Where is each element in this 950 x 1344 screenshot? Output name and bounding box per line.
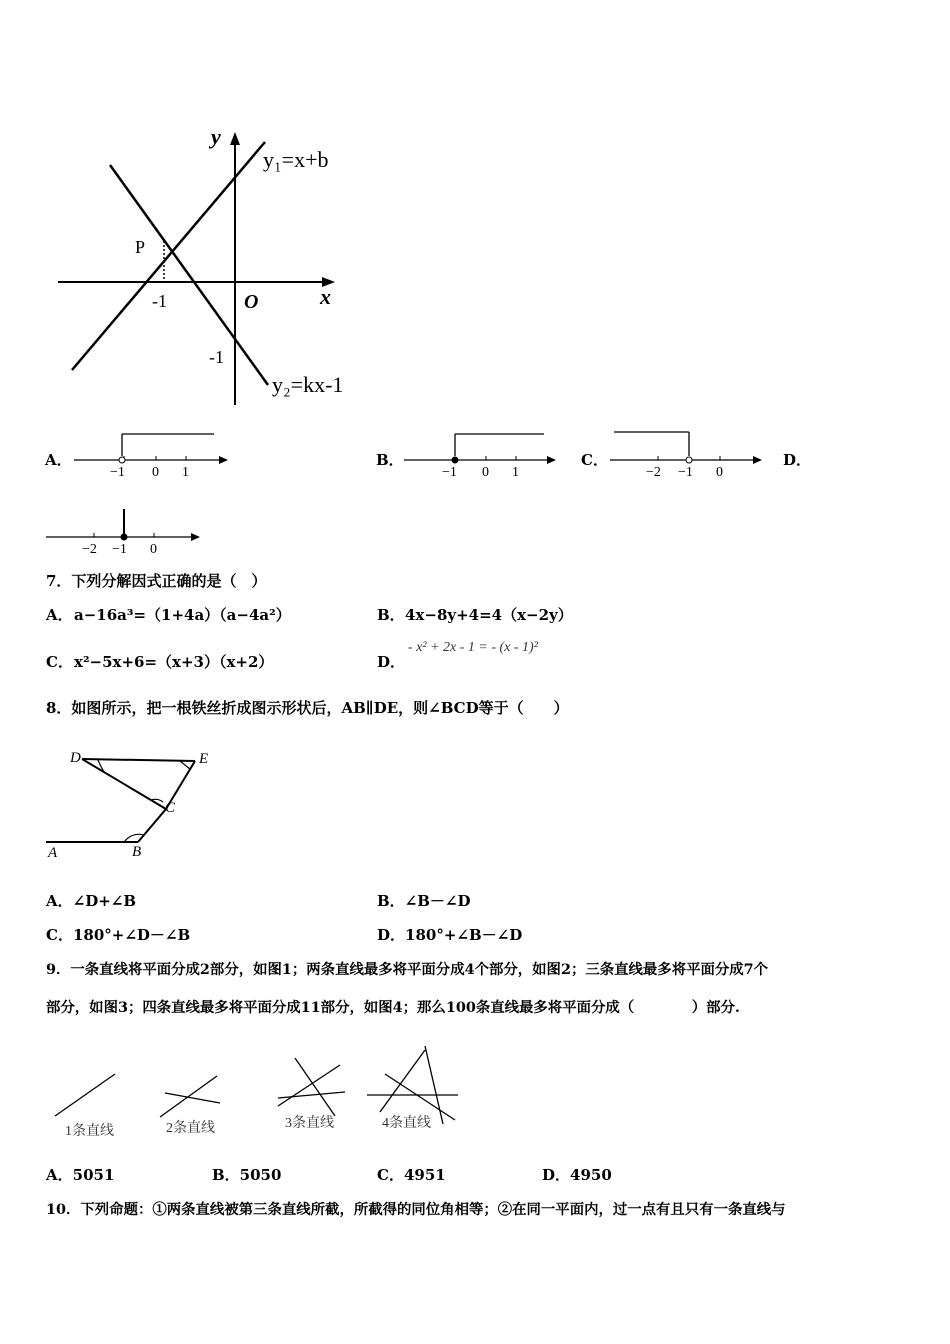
- line1-label: y₁=x+b: [263, 147, 329, 172]
- tick-label: −1: [110, 465, 125, 480]
- linear-functions-graph: [50, 120, 370, 415]
- point-b-label: B: [132, 844, 142, 860]
- y-axis-label: y: [211, 124, 221, 149]
- wire-figure: [40, 740, 230, 865]
- point-e-label: E: [199, 751, 209, 767]
- question-9-line-2: 部分，如图3；四条直线最多将平面分成11部分，如图4；那么100条直线最多将平面分成（ ）部分.: [46, 999, 740, 1016]
- point-a-label: A: [48, 845, 58, 861]
- question-8-stem: 8．如图所示，把一根铁丝折成图示形状后，AB∥DE，则∠BCD等于（ ）: [46, 699, 569, 717]
- tick-label: −1: [112, 542, 127, 557]
- question-10-stem: 10．下列命题：①两条直线被第三条直线所截，所截得的同位角相等；②在同一平面内，过一点有且只有一条直线与: [46, 1201, 786, 1218]
- question-9-line-1: 9．一条直线将平面分成2部分，如图1；两条直线最多将平面分成4个部分，如图2；三条直线最多将平面分成7个: [46, 961, 769, 978]
- line-y1: [72, 142, 265, 370]
- q9-option-a: A．5051: [46, 1166, 115, 1184]
- line2-label: y₂=kx-1: [272, 372, 344, 397]
- tick-label: 0: [150, 542, 157, 557]
- y-axis-arrow: [230, 132, 240, 145]
- point-p-label: P: [135, 237, 146, 257]
- q8-option-d: D．180°+∠B－∠D: [377, 926, 523, 944]
- lines-figures: [45, 1040, 475, 1145]
- number-line-a: [72, 428, 232, 480]
- q8-option-c: C．180°+∠D－∠B: [46, 926, 191, 944]
- point-d-label: D: [70, 750, 81, 766]
- caption-3: 3条直线: [285, 1116, 334, 1131]
- tick-label: 0: [482, 465, 489, 480]
- q7-option-b-label: B．: [377, 606, 405, 624]
- tick-label: −2: [646, 465, 661, 480]
- segment-cb: [138, 809, 166, 842]
- tick-label: −1: [442, 465, 457, 480]
- line-y2: [110, 165, 268, 385]
- y-tick-label: -1: [209, 347, 224, 367]
- q9-option-d: D．4950: [542, 1166, 612, 1184]
- option-a-label: A．: [45, 451, 72, 469]
- q7-option-d-label: D．: [377, 653, 406, 671]
- q7-option-a-text: a−16a³=（1+4a）（a−4a²）: [74, 606, 291, 624]
- number-line-c: [608, 428, 768, 480]
- number-line-b: [402, 428, 562, 480]
- tick-label: −1: [678, 465, 693, 480]
- x-axis-label: x: [320, 284, 331, 309]
- q7-option-b-text: 4x−8y+4=4（x−2y）: [405, 606, 573, 624]
- option-b-label: B．: [376, 451, 404, 469]
- q9-option-b: B．5050: [212, 1166, 282, 1184]
- caption-4: 4条直线: [382, 1116, 431, 1131]
- q7-option-d-text: - x² + 2x - 1 = - (x - 1)²: [408, 640, 538, 655]
- segment-de: [82, 759, 195, 761]
- number-line-d: [44, 506, 204, 558]
- tick-label: 1: [182, 465, 189, 480]
- option-c-label: C．: [581, 451, 608, 469]
- q8-option-a: A．∠D+∠B: [46, 892, 137, 910]
- x-tick-label: -1: [152, 291, 167, 311]
- caption-1: 1条直线: [65, 1124, 114, 1139]
- tick-label: 0: [152, 465, 159, 480]
- option-d-label: D．: [783, 451, 812, 469]
- q7-option-c-label: C．: [46, 653, 73, 671]
- q7-option-c-text: x²−5x+6=（x+3）（x+2）: [74, 653, 274, 671]
- tick-label: −2: [82, 542, 97, 557]
- point-c-label: C: [165, 800, 176, 816]
- question-7-stem: 7．下列分解因式正确的是（ ）: [46, 572, 267, 590]
- q8-option-b: B．∠B－∠D: [377, 892, 471, 910]
- caption-2: 2条直线: [166, 1121, 215, 1136]
- segment-dc: [82, 759, 166, 809]
- tick-label: 0: [716, 465, 723, 480]
- q7-option-a-label: A．: [46, 606, 73, 624]
- q9-option-c: C．4951: [377, 1166, 446, 1184]
- origin-label: O: [244, 291, 259, 313]
- tick-label: 1: [512, 465, 519, 480]
